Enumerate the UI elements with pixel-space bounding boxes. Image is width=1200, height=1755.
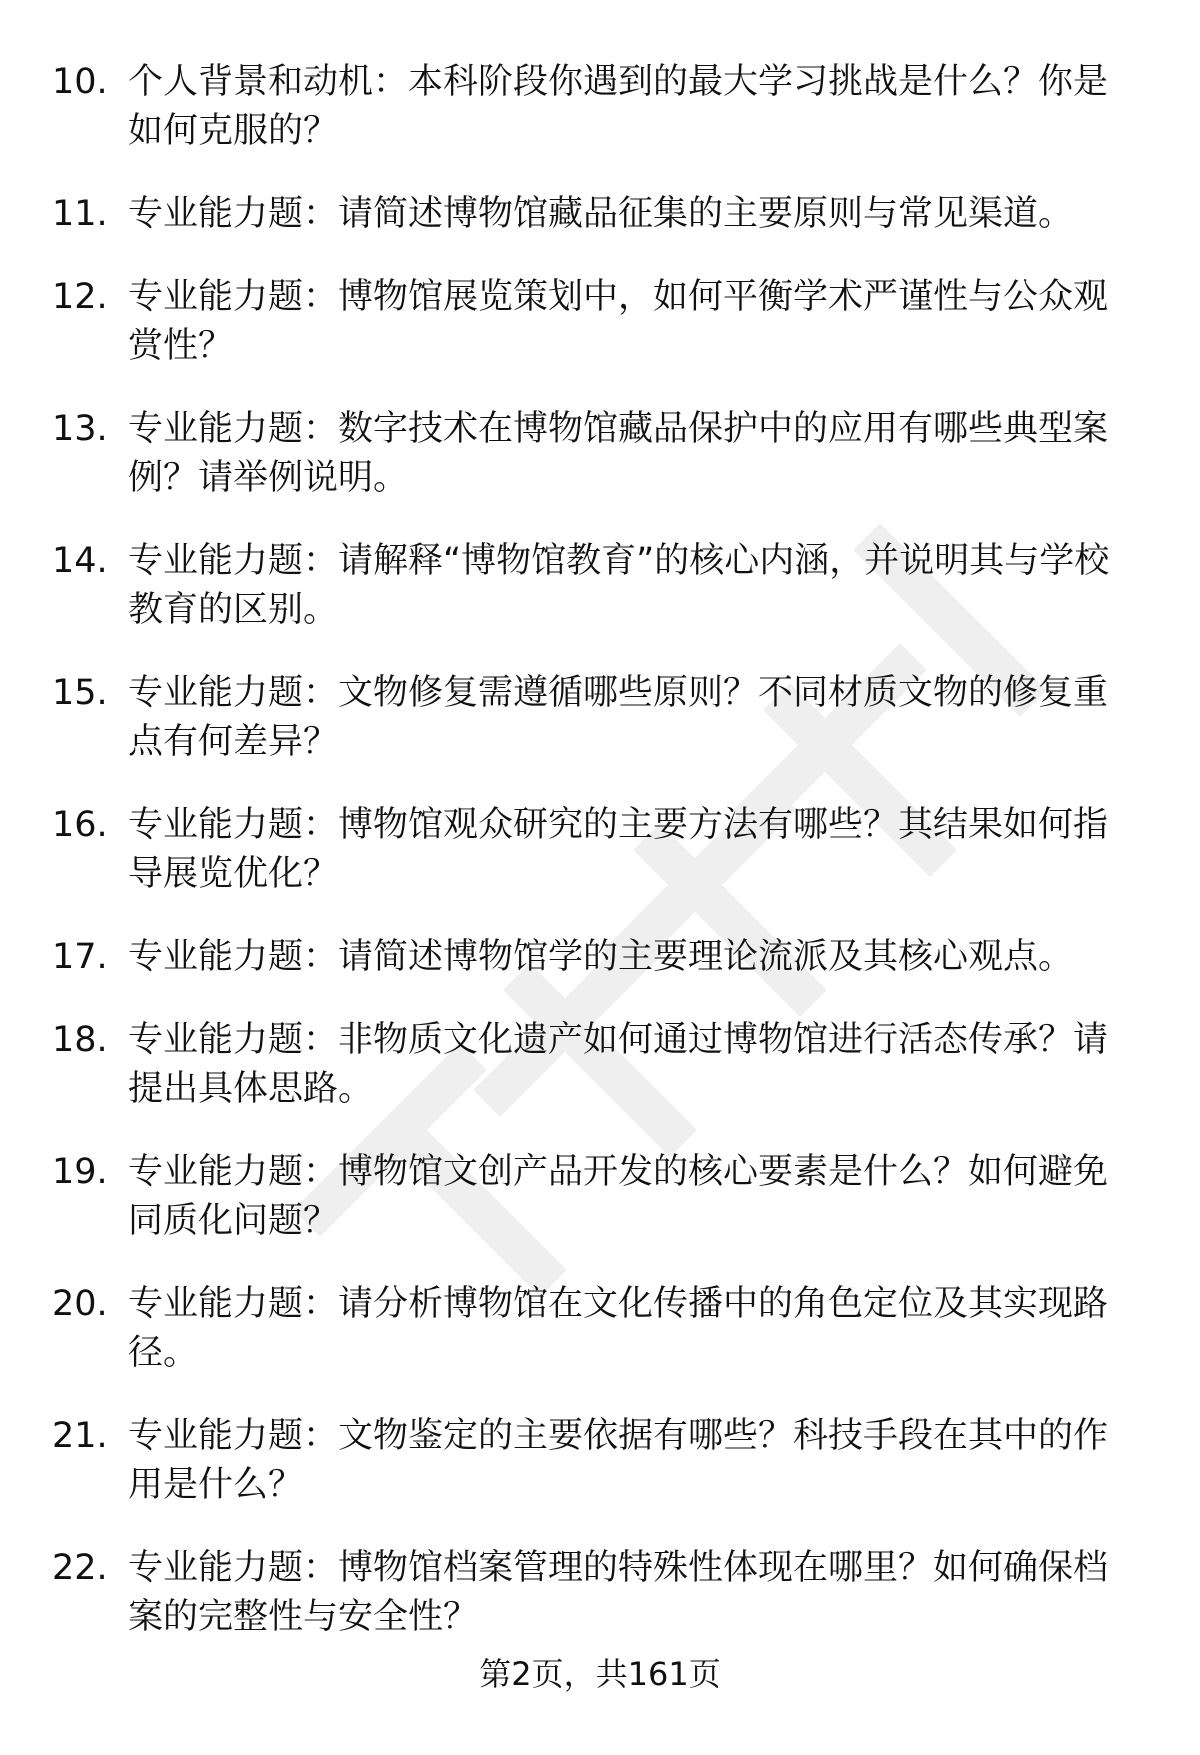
list-item (0, 537, 1200, 635)
question-text: 专业能力题：数字技术在博物馆藏品保护中的应用有哪些典型案例？请举例说明。 (128, 409, 1109, 498)
list-item (0, 1544, 1200, 1642)
question-text: 专业能力题：博物馆观众研究的主要方法有哪些？其结果如何指导展览优化？ (128, 805, 1109, 894)
question-number: 18. (52, 1020, 108, 1060)
question-number: 13. (52, 409, 108, 449)
question-text: 专业能力题：非物质文化遗产如何通过博物馆进行活态传承？请提出具体思路。 (128, 1020, 1109, 1109)
list-item (0, 933, 1200, 982)
question-text: 专业能力题：请简述博物馆学的主要理论流派及其核心观点。 (128, 937, 1074, 977)
question-text: 专业能力题：文物修复需遵循哪些原则？不同材质文物的修复重点有何差异？ (128, 673, 1109, 762)
list-item (0, 405, 1200, 503)
page-footer: 第2页，共161页 (479, 1655, 721, 1693)
list-item (0, 58, 1200, 156)
question-text: 专业能力题：请简述博物馆藏品征集的主要原则与常见渠道。 (128, 194, 1074, 234)
list-item (0, 273, 1200, 371)
question-number: 14. (52, 541, 108, 581)
question-number: 19. (52, 1152, 108, 1192)
question-text: 专业能力题：文物鉴定的主要依据有哪些？科技手段在其中的作用是什么？ (128, 1416, 1109, 1505)
list-item (0, 1412, 1200, 1510)
question-text: 专业能力题：博物馆文创产品开发的核心要素是什么？如何避免同质化问题？ (128, 1152, 1109, 1241)
question-number: 15. (52, 673, 108, 713)
list-item (0, 1148, 1200, 1246)
question-number: 12. (52, 277, 108, 317)
question-number: 22. (52, 1548, 108, 1588)
question-number: 17. (52, 937, 108, 977)
question-text: 专业能力题：博物馆档案管理的特殊性体现在哪里？如何确保档案的完整性与安全性？ (128, 1548, 1109, 1637)
list-item (0, 1280, 1200, 1378)
question-text: 个人背景和动机：本科阶段你遇到的最大学习挑战是什么？你是如何克服的？ (128, 62, 1109, 151)
list-item (0, 190, 1200, 239)
question-number: 16. (52, 805, 108, 845)
question-number: 10. (52, 62, 108, 102)
question-text: 专业能力题：博物馆展览策划中，如何平衡学术严谨性与公众观赏性？ (128, 277, 1109, 366)
list-item (0, 1016, 1200, 1114)
question-list (0, 58, 1200, 1676)
question-text: 专业能力题：请分析博物馆在文化传播中的角色定位及其实现路径。 (128, 1284, 1109, 1373)
question-number: 20. (52, 1284, 108, 1324)
question-number: 21. (52, 1416, 108, 1456)
question-number: 11. (52, 194, 108, 234)
list-item (0, 801, 1200, 899)
list-item (0, 669, 1200, 767)
question-text: 专业能力题：请解释“博物馆教育”的核心内涵，并说明其与学校教育的区别。 (128, 541, 1110, 630)
